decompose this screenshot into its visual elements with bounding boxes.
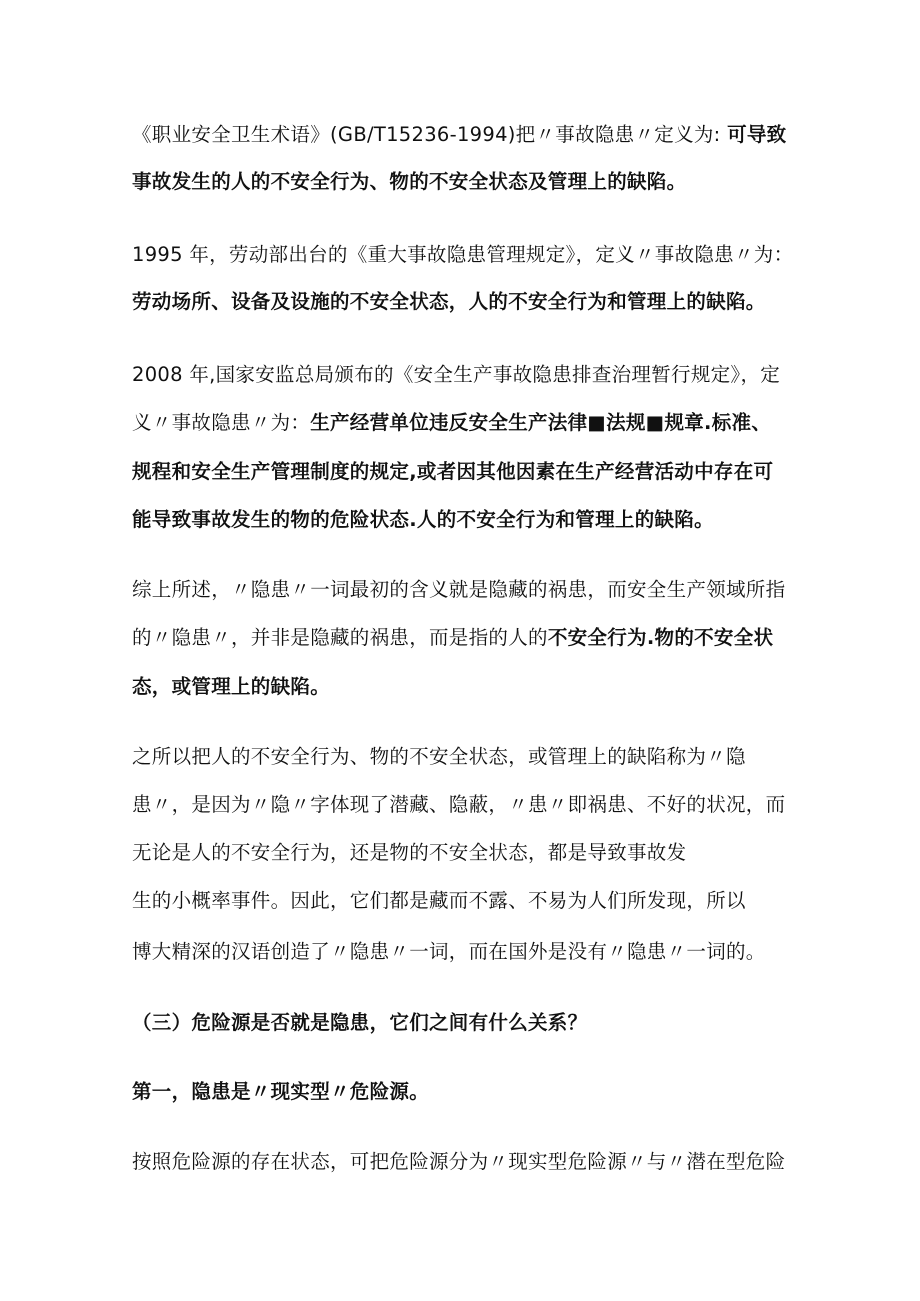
text-line [132, 459, 773, 485]
text-line [132, 625, 773, 651]
bold-text-segment: 可导致 [727, 123, 787, 146]
text-line [132, 122, 786, 148]
text-line [132, 840, 686, 866]
text-line [132, 577, 785, 603]
text-line [132, 507, 714, 533]
text-segment: 按照危险源的存在状态，可把危险源分为〃现实型危险源〃与〃潜在型危险 [132, 1150, 786, 1173]
text-segment: 综上所述，〃隐患〃一词最初的含义就是隐藏的祸患，而安全生产领域所指 [132, 578, 786, 601]
text-line [132, 169, 686, 195]
text-segment: 无论是人的不安全行为，还是物的不安全状态，都是导致事故发 [132, 841, 687, 864]
text-line [132, 362, 780, 388]
bold-text-segment: 能导致事故发生的物的危险状态.人的不安全行为和管理上的缺陷。 [132, 508, 714, 531]
text-line [132, 792, 785, 818]
text-line [132, 939, 766, 965]
text-segment: 博大精深的汉语创造了〃隐患〃一词，而在国外是没有〃隐患〃一词的。 [132, 940, 766, 963]
text-segment: 义〃事故隐患〃为： [132, 411, 311, 434]
text-segment: 《职业安全卫生术语》(GB/T15236-1994)把〃事故隐患〃定义为: [132, 123, 728, 146]
bold-text-segment: 不安全行为.物的不安全状 [547, 626, 774, 649]
text-line [132, 674, 330, 700]
bold-text-segment: 生产经营单位违反安全生产法律■法规■规章.标准、 [310, 411, 772, 434]
text-line [132, 1149, 785, 1175]
text-line [132, 1079, 429, 1105]
bold-text-segment: （三）危险源是否就是隐患，它们之间有什么关系？ [132, 1011, 588, 1034]
text-segment: 之所以把人的不安全行为、物的不安全状态，或管理上的缺陷称为〃隐 [132, 745, 746, 768]
bold-text-segment: 事故发生的人的不安全行为、物的不安全状态及管理上的缺陷。 [132, 170, 687, 193]
text-line [132, 242, 793, 268]
text-line [132, 888, 746, 914]
text-segment: 1995 年，劳动部出台的《重大事故隐患管理规定》，定义〃事故隐患〃为： [132, 243, 794, 266]
text-segment: 的〃隐患〃，并非是隐藏的祸患，而是指的人的 [132, 626, 548, 649]
bold-text-segment: 第一，隐患是〃现实型〃危险源。 [132, 1080, 430, 1103]
bold-text-segment: 规程和安全生产管理制度的规定,或者因其他因素在生产经营活动中存在可 [132, 460, 774, 483]
bold-text-segment: 劳动场所、设备及设施的不安全状态，人的不安全行为和管理上的缺陷。 [132, 290, 766, 313]
text-line [132, 289, 766, 315]
bold-text-segment: 态，或管理上的缺陷。 [132, 675, 331, 698]
text-line [132, 744, 746, 770]
text-line [132, 1010, 587, 1036]
text-line [132, 410, 771, 436]
text-segment: 生的小概率事件。因此，它们都是藏而不露、不易为人们所发现，所以 [132, 889, 746, 912]
text-segment: 2008 年,国家安监总局颁布的《安全生产事故隐患排查治理暂行规定》，定 [132, 363, 781, 386]
text-segment: 患〃，是因为〃隐〃字体现了潜藏、隐蔽，〃患〃即祸患、不好的状况，而 [132, 793, 786, 816]
